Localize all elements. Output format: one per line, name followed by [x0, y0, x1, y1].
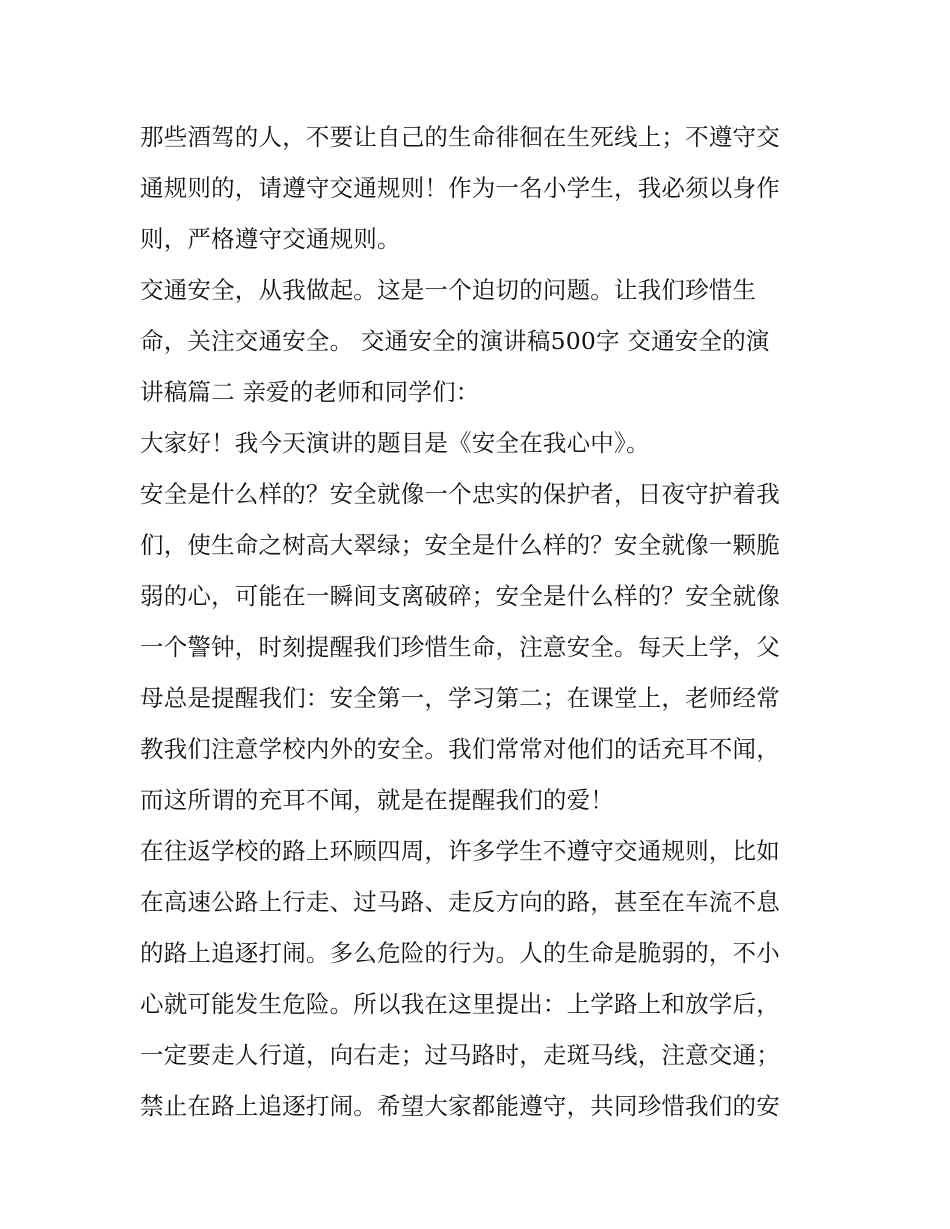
text-line: 弱的心，可能在一瞬间支离破碎；安全是什么样的？安全就像 — [140, 582, 780, 610]
text-line: 大家好！我今天演讲的题目是《安全在我心中》。 — [140, 429, 650, 457]
text-line: 们，使生命之树高大翠绿；安全是什么样的？安全就像一颗脆 — [140, 531, 780, 559]
text-line: 通规则的，请遵守交通规则！作为一名小学生，我必须以身作 — [140, 174, 780, 202]
text-line: 一定要走人行道，向右走；过马路时，走斑马线，注意交通； — [140, 1041, 780, 1069]
text-line: 则，严格遵守交通规则。 — [140, 225, 401, 253]
text-line: 禁止在路上追逐打闹。希望大家都能遵守，共同珍惜我们的安 — [140, 1092, 780, 1120]
text-line: 在高速公路上行走、过马路、走反方向的路，甚至在车流不息 — [140, 888, 780, 916]
text-line: 的路上追逐打闹。多么危险的行为。人的生命是脆弱的，不小 — [140, 939, 780, 967]
text-line: 在往返学校的路上环顾四周，许多学生不遵守交通规则，比如 — [140, 837, 780, 865]
text-line: 而这所谓的充耳不闻，就是在提醒我们的爱！ — [140, 786, 614, 814]
text-line: 一个警钟，时刻提醒我们珍惜生命，注意安全。每天上学，父 — [140, 633, 780, 661]
text-line: 命，关注交通安全。 交通安全的演讲稿500字 交通安全的演 — [140, 327, 770, 355]
text-line: 交通安全，从我做起。这是一个迫切的问题。让我们珍惜生 — [140, 276, 757, 304]
text-line: 安全是什么样的？安全就像一个忠实的保护者，日夜守护着我 — [140, 480, 780, 508]
text-line: 教我们注意学校内外的安全。我们常常对他们的话充耳不闻， — [140, 735, 780, 763]
document-body — [140, 112, 815, 1132]
text-line: 那些酒驾的人，不要让自己的生命徘徊在生死线上；不遵守交 — [140, 123, 780, 151]
text-line: 心就可能发生危险。所以我在这里提出：上学路上和放学后， — [140, 990, 780, 1018]
text-line: 讲稿篇二 亲爱的老师和同学们： — [140, 378, 480, 406]
text-line: 母总是提醒我们：安全第一，学习第二；在课堂上，老师经常 — [140, 684, 780, 712]
